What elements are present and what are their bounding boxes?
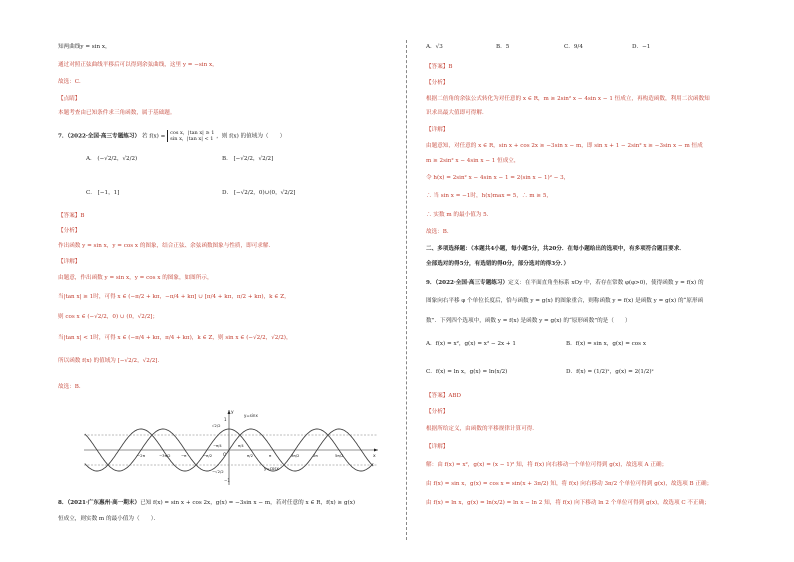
tick-label: π/2	[247, 453, 253, 458]
tick-label: 2π	[313, 453, 318, 458]
option-c[interactable]: C．9/4	[564, 44, 583, 50]
section-heading: 全部选对的得5分，有选错的得0分，部分选对的得3分．）	[426, 261, 570, 267]
question-text: 定义：在平面直角坐标系 xOy 中，若存在常数 φ(φ>0)，使得函数 y = f(x) 的	[508, 280, 704, 286]
x-axis-arrow	[374, 449, 378, 452]
tick-label: π	[269, 453, 272, 458]
question-text: 数”．下列四个选项中，函数 y = f(x) 是函数 y = g(x) 的“原形函数”的是（ ）	[426, 318, 631, 324]
detail-text: 由题意知，对任意的 x ∈ R，sin x + cos 2x ≥ −3sin x − m，即 sin x + 1 − 2sin² x ≥ −3sin x − m 恒成	[426, 143, 703, 149]
text-line: 故选：C．	[58, 79, 85, 85]
section-heading: 【点睛】	[58, 96, 81, 102]
analysis-heading: 【分析】	[426, 409, 449, 415]
detail-text: 令 h(x) = 2sin² x − 4sin x − 1 = 2(sin x − 1)² − 3，	[426, 175, 570, 181]
detail-heading: 【详解】	[58, 259, 81, 265]
tick-label: π/4	[238, 444, 244, 448]
detail-text: 解：由 f(x) = x²，g(x) = (x − 1)² 知，将 f(x) 向右移动一个单位可得到 g(x)，故选项 A 正确；	[426, 462, 668, 468]
tick-label: 3π/2	[291, 453, 300, 458]
option-b[interactable]: B．f(x) = sin x，g(x) = cos x	[566, 341, 646, 347]
option-value: [−√2/2，√2/2]	[233, 156, 274, 162]
option-d[interactable]: D．−1	[632, 44, 651, 50]
detail-heading: 【详解】	[426, 444, 449, 450]
option-a[interactable]: A．√3	[426, 44, 443, 50]
analysis-text: 根据二倍角的余弦公式转化为对任意的 x ∈ R，m ≥ 2sin² x − 4sin x − 1 恒成立，再构造函数，利用二次函数知	[426, 96, 710, 102]
option-letter: A．	[86, 156, 96, 162]
tick-label: −1	[224, 478, 230, 483]
detail-text: 当|tan x| < 1时，可得 x ∈ (−π/4 + kπ，π/4 + kπ)，k ∈ Z，则 sin x ∈ (−√2/2，√2/2)，	[58, 335, 292, 341]
question-text: 恒成立，则实数 m 的最小值为（ ）．	[58, 516, 160, 522]
answer-label: 【答案】B	[426, 64, 453, 70]
detail-text: 由 f(x) = ln x，g(x) = ln(x/2) = ln x − ln 2 知，将 f(x) 向下移动 ln 2 个单位可得到 g(x)，故选项 C 不正确；	[426, 500, 710, 506]
option-value: [−1，1]	[97, 190, 120, 196]
question-source: 9．（2022·全国·高三专题练习）	[426, 280, 509, 286]
option-d[interactable]	[222, 190, 295, 197]
question-text: 图象向右平移 φ 个单位长度后，恰与函数 y = g(x) 的图象重合，则称函数 y = f(x) 是函数 y = g(x) 的“原形函	[426, 298, 704, 304]
tick-label: −√2/2	[212, 469, 224, 474]
detail-text: ∴ 当 sin x = −1时，h(x)max = 5，∴ m ≥ 5，	[426, 193, 552, 199]
cos-label: y=cosx	[264, 466, 279, 471]
column-divider	[406, 40, 407, 540]
analysis-text: 作出函数 y = sin x，y = cos x 的图象，结合正弦、余弦函数图象与性质，即可求解．	[58, 243, 275, 249]
detail-text: 故选：B.	[426, 229, 449, 235]
analysis-heading: 【分析】	[58, 228, 81, 234]
detail-text: 故选：B.	[58, 384, 81, 390]
detail-text: 所以函数 f(x) 的值域为 [−√2/2，√2/2]．	[58, 358, 164, 364]
option-d[interactable]: D．f(x) = (1/2)ˣ，g(x) = 2(1/2)ˣ	[566, 369, 654, 375]
detail-text: 当|tan x| ≥ 1时，可得 x ∈ (−π/2 + kπ，−π/4 + kπ] ∪ [π/4 + kπ，π/2 + kπ)，k ∈ Z，	[58, 294, 290, 300]
question-source: 7．（2022·全国·高三专题练习）	[58, 133, 141, 140]
question-9	[426, 280, 704, 287]
question-text: 若 f(x) =	[141, 133, 166, 140]
detail-text: 则 cos x ∈ (−√2/2，0) ∪ (0，√2/2]；	[58, 314, 159, 320]
piecewise-case: sin x，|tan x| < 1	[170, 136, 214, 142]
detail-text: ∴ 实数 m 的最小值为 5．	[426, 212, 493, 218]
question-7	[58, 130, 285, 142]
tick-label: −3π/2	[159, 453, 171, 458]
tick-label: 1	[224, 417, 227, 422]
answer-label: 【答案】ABD	[426, 393, 462, 399]
option-letter: C．	[86, 190, 96, 196]
sin-label: y=sinx	[244, 413, 258, 418]
analysis-text: 根据所给定义，由函数的平移规律计算可得．	[426, 426, 538, 432]
option-a[interactable]: A．f(x) = x²，g(x) = x² − 2x + 1	[426, 341, 516, 347]
option-letter: D．	[222, 190, 233, 196]
option-c[interactable]	[86, 190, 119, 197]
tick-label: −π/4	[213, 444, 222, 448]
detail-heading: 【详解】	[426, 127, 449, 133]
option-b[interactable]	[222, 156, 273, 163]
right-column	[412, 0, 794, 562]
detail-text: 由 f(x) = sin x，g(x) = cos x = sin(x + 3π/2) 知，将 f(x) 向右移动 3π/2 个单位可得到 g(x)，故选项 B 正确；	[426, 481, 713, 487]
x-axis-label: x	[373, 454, 376, 459]
tick-label: −π	[181, 453, 187, 458]
y-axis-label: y	[231, 410, 234, 415]
analysis-text: 识求出最大值即可得解．	[426, 110, 488, 116]
question-source: 8．（2021·广东惠州·高一期末）	[58, 500, 141, 506]
option-letter: B．	[222, 156, 232, 162]
option-value: [−√2/2，0)∪(0，√2/2]	[233, 190, 296, 196]
question-8	[58, 500, 355, 507]
question-text: 已知 f(x) = sin x + cos 2x，g(x) = −3sin x − m，若对任意的 x ∈ R，f(x) ≥ g(x)	[140, 500, 356, 506]
tick-label: √2/2	[212, 423, 221, 428]
tick-label: −2π	[137, 453, 145, 458]
text-line: 知两曲线y = sin x，	[58, 44, 111, 50]
option-b[interactable]: B．5	[496, 44, 510, 50]
section-heading: 二、多项选择题：（本题共4小题，每小题5分，共20分．在每小题给出的选项中，有多项符合题目要求．	[426, 246, 685, 252]
origin-label: O	[223, 452, 227, 457]
detail-text: m ≥ 2sin² x − 4sin x − 1 恒成立，	[426, 158, 520, 164]
tick-label: −π/2	[203, 453, 213, 458]
text-line: 通过对照正弦曲线平移后可以得到余弦曲线，这里 y = −sin x，	[58, 62, 218, 68]
option-value: (−√2/2，√2/2)	[97, 156, 138, 162]
option-a[interactable]	[86, 156, 137, 163]
piecewise-case: cos x，|tan x| ≥ 1	[170, 130, 215, 136]
sin-cos-graph	[84, 407, 380, 487]
option-c[interactable]: C．f(x) = ln x，g(x) = ln(x/2)	[426, 369, 508, 375]
answer-label: 【答案】B	[58, 213, 85, 219]
question-text: ，则 f(x) 的值域为（ ）	[216, 133, 286, 140]
detail-text: 由题意，作出函数 y = sin x，y = cos x 的图象，如图所示，	[58, 275, 213, 281]
analysis-heading: 【分析】	[426, 80, 449, 86]
text-line: 本题考查由已知条件求三角函数，属于基础题。	[58, 110, 176, 116]
tick-label: 5π/2	[335, 453, 344, 458]
